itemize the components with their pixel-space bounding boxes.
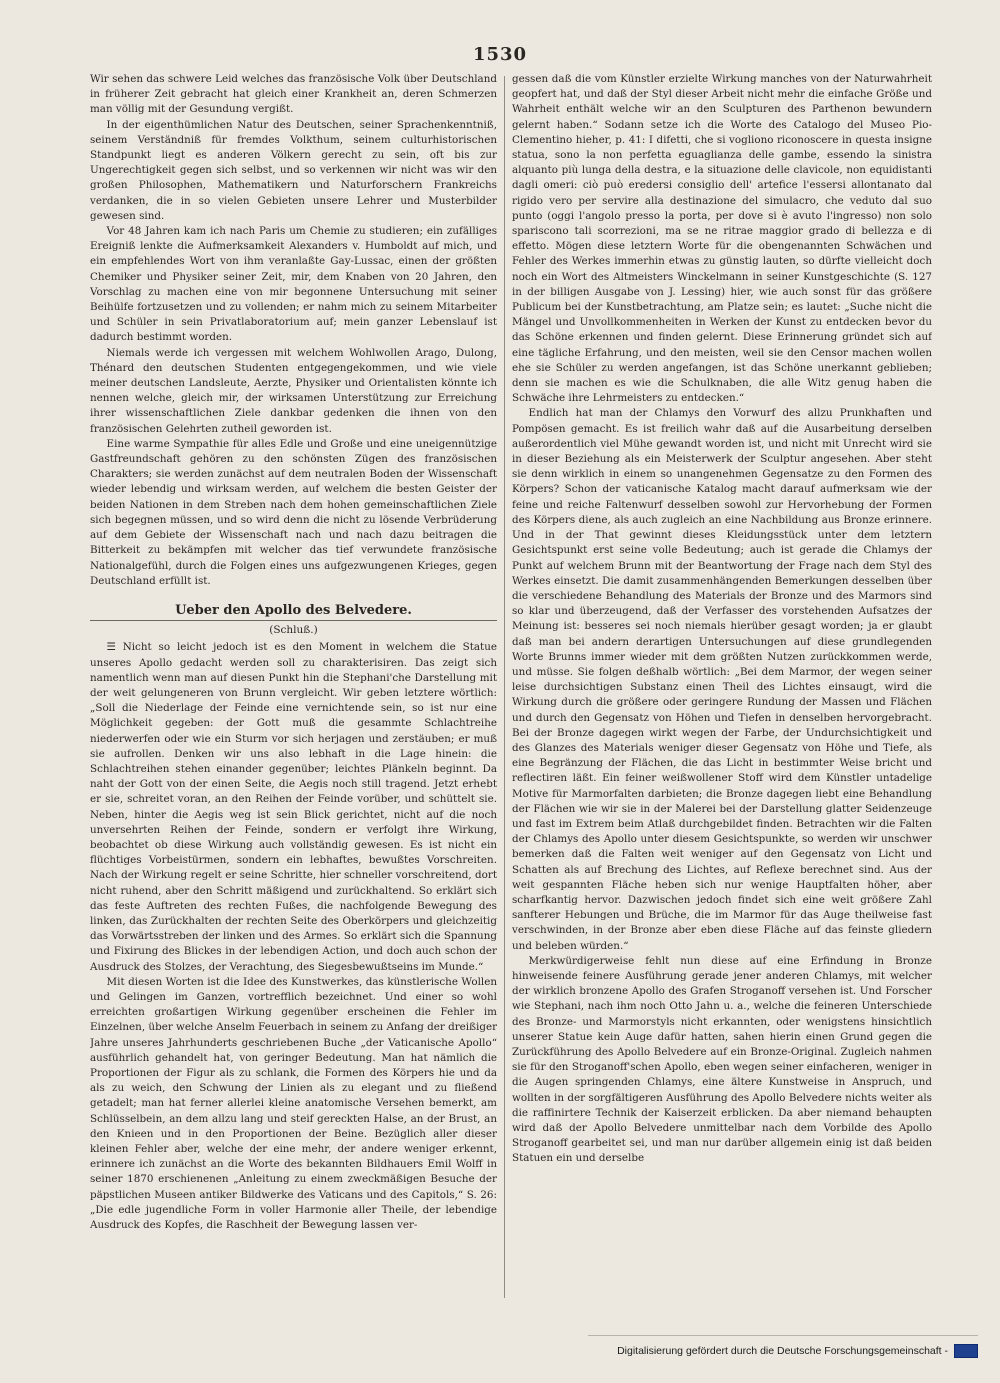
paragraph: Endlich hat man der Chlamys den Vorwurf des allzu Prunkhaften und Pompösen gemacht. Es ist freilich wahr daß auf die Ausarbeitung derselben außerordentlich viel Mühe gewandt worden ist, und nicht mit Unrecht wird sie in dieser Beziehung als ein Meisterwerk der Sculptur angesehen. Aber steht sie denn wirklich in einem so unangenehmen Gegensatze zu den Formen des Körpers? Schon der vaticanische Katalog macht darauf aufmerksam wie der feine und reiche Faltenwurf desselben sowohl zur Hervorhebung der Formen des Körpers diene, als auch zugleich an eine Nachbildung aus Bronze erinnere. Und in der That gewinnt dieses Kleidungsstück unter dem letztern Gesichtspunkt erst seine volle Bedeutung; auch ist gerade die Chlamys der Punkt auf welchem Brunn mit der Beantwortung der Frage nach dem Styl des Werkes einsetzt. Die damit zusammenhängenden Bemerkungen desselben über die verschiedene Behandlung des Materials der Bronze und des Marmors sind so klar und überzeugend, daß der Verfasser des vorstehenden Aufsatzes der Meinung ist: besseres sei noch niemals hierüber gesagt worden; ja er glaubt daß man bei andern derartigen Untersuchungen auf diese grundlegenden Worte Brunns immer wieder mit dem größten Nutzen zurückkommen werde, und müsse. Sie folgen deßhalb wörtlich: „Bei dem Marmor, der wegen seiner leise durchsichtigen Substanz einen Theil des Lichtes einsaugt, wird die Wirkung durch die größere oder geringere Rundung der Massen und Flächen und durch den Gegensatz von Höhen und Tiefen in denselben hervorgebracht. Bei der Bronze dagegen wirkt wegen der Farbe, der Undurchsichtigkeit und des Glanzes des Materials weniger dieser Gegensatz von Höhe und Tiefe, als eine Begränzung der Flächen, die das Licht in bestimmter Weise bricht und reflectiren läßt. Ein feiner weißwollener Stoff wird dem Künstler untadelige Motive für Marmorfalten darbieten; die Bronze dagegen liebt eine Behandlung der Flächen wie wir sie in der Malerei bei der Darstellung glatter Seidenzeuge und fast im Extrem beim Atlaß durchgebildet finden. Betrachten wir die Falten der Chlamys des Apollo unter diesem Gesichtspunkte, so werden wir unschwer bemerken daß die Falten weit weniger auf den Gegensatz von Licht und Schatten als auf Brechung des Lichtes, auf Reflexe berechnet sind. Aus der weit gespannten Fläche heben sich nur wenige Hauptfalten höher, aber scharfkantig hervor. Dazwischen jedoch findet sich eine weit größere Zahl sanfterer Hebungen und Brüche, die im Marmor für das Auge theilweise fast verschwinden, in der Bronze aber eben diese Fläche auf das feinste gliedern und beleben würden.“ — [512, 407, 932, 952]
right-column — [512, 72, 932, 1312]
article-subtitle: (Schluß.) — [269, 624, 318, 637]
article-paragraphs — [90, 640, 497, 1233]
paragraph: Mit diesen Worten ist die Idee des Kunstwerkes, das künstlerische Wollen und Gelingen im Ganzen, vortrefflich bezeichnet. Und einer so wohl erreichten großartigen Wirkung gegenüber erscheinen die Fehler im Einzelnen, über welche Anselm Feuerbach in seinem zu Anfang der dreißiger Jahre unseres Jahrhunderts geschriebenen Buche „der Vaticanische Apollo“ ausführlich gehandelt hat, von geringer Bedeutung. Man hat nämlich die Proportionen der Figur als zu schlank, die Formen des Körpers hie und da als zu weich, den Schwung der Linien als zu elegant und zu fließend getadelt; man hat ferner allerlei kleine anatomische Versehen bemerkt, am Schlüsselbein, an dem allzu lang und steif gereckten Halse, an der Brust, an den Knieen und in den Proportionen der Beine. Bezüglich aller dieser kleinen Fehler aber, welche der eine mehr, der andere weniger erkennt, erinnere ich zunächst an die Worte des bekannten Bildhauers Emil Wolff in seiner 1870 erschienenen „Anleitung zu einem zweckmäßigen Besuche der päpstlichen Museen antiker Bildwerke des Vaticans und des Capitols,“ S. 26: „Die edle jugendliche Form in voller Harmonie aller Theile, der lebendige Ausdruck des Kopfes, die Raschheit der Bewegung lassen ver- — [90, 975, 497, 1232]
paragraph: ☰ Nicht so leicht jedoch ist es den Moment in welchem die Statue unseres Apollo gedacht werden soll zu charakterisiren. Das zeigt sich namentlich wenn man auf diesen Punkt hin die Stephani'che Darstellung mit der weit gelungeneren von Brunn vergleicht. Wir geben letztere wörtlich: „Soll die Niederlage der Feinde eine vernichtende sein, so ist nur eine Möglichkeit gegeben: der Gott muß die gesammte Schlachtreihe niederwerfen oder wie ein Sturm vor sich herjagen und zerstäuben; er muß sie aufrollen. Denken wir uns also lebhaft in die Lage hinein: die Schlachtreihen stehen einander gegenüber; leichtes Plänkeln beginnt. Da naht der Gott von der einen Seite, die Aegis noch still tragend. Jetzt erhebt er sie, schreitet voran, an den Reihen der Feinde vorüber, und schüttelt sie. Neben, hinter die Aegis weg ist sein Blick gerichtet, nicht auf die noch unversehrten Reihen der Feinde, sondern er verfolgt ihre Wirkung, beobachtet ob diese Wirkung auch vollständig gewesen. Es ist nicht ein flüchtiges Vorbeistürmen, sondern ein lebhaftes, bewußtes Vorschreiten. Nach der Wirkung regelt er seine Schritte, hier schneller vorschreitend, dort nicht ruhend, aber den Schritt mäßigend und zurückhaltend. So erklärt sich das feste Auftreten des rechten Fußes, die nachfolgende Bewegung des linken, das Zurückhalten der rechten Seite des Oberkörpers und gleichzeitig das Vorwärtsstreben der linken und des Armes. So erklärt sich die Spannung und Fixirung des Blickes in der lebendigen Action, und doch auch schon der Ausdruck des Stolzes, der Verachtung, des Siegesbewußtseins im Munde.“ — [90, 641, 497, 973]
left-column-paragraphs — [90, 72, 497, 589]
paragraph: Vor 48 Jahren kam ich nach Paris um Chemie zu studieren; ein zufälliges Ereigniß lenkte die Aufmerksamkeit Alexanders v. Humboldt auf mich, und ein empfehlendes Wort von ihm veranlaßte Gay-Lussac, einen der größten Chemiker und Physiker seiner Zeit, mir, dem Knaben von 20 Jahren, den Vorschlag zu machen eine von mir begonnene Untersuchung mit seiner Beihülfe fortzusetzen und zu vollenden; er nahm mich zu seinem Mitarbeiter und Schüler in sein Privatlaboratorium auf; mein ganzer Lebenslauf ist dadurch bestimmt worden. — [90, 225, 497, 344]
title-rule — [90, 620, 497, 621]
column-divider — [504, 76, 505, 1298]
paragraph: Eine warme Sympathie für alles Edle und Große und eine uneigennützige Gastfreundschaft gehören zu den schönsten Zügen des französischen Charakters; sie werden zunächst auf dem neutralen Boden der Wissenschaft wieder lebendig und wirksam werden, auf welchem die besten Geister der beiden Nationen in dem Streben nach dem hohen gemeinschaftlichen Ziele sich begegnen müssen, und so wird denn die nicht zu lösende Verbrüderung auf dem Gebiete der Wissenschaft nach und nach dazu beitragen die Bitterkeit zu bekämpfen mit welcher das tief verwundete französische Nationalgefühl, durch die Folgen eines uns aufgezwungenen Krieges, gegen Deutschland erfüllt ist. — [90, 437, 497, 587]
footer-rule — [588, 1335, 978, 1336]
dfg-logo-icon — [954, 1344, 978, 1358]
page-number: 1530 — [472, 44, 528, 65]
article-title: Ueber den Apollo des Belvedere. — [175, 602, 412, 618]
paragraph: Wir sehen das schwere Leid welches das französische Volk über Deutschland in früherer Zeit gebracht hat gleich einer Krankheit an, deren Schmerzen man völlig mit der Gesundung vergißt. — [90, 73, 497, 116]
paragraph: gessen daß die vom Künstler erzielte Wirkung manches von der Naturwahrheit geopfert hat, und daß der Styl dieser Arbeit nicht mehr die einfache Größe und Wahrheit enthält welche wir an den Sculpturen des Parthenon bewundern gelernt haben.“ Sodann setze ich die Worte des Catalogo del Museo Pio-Clementino hieher, p. 41: I difetti, che si vogliono riconoscere in questa insigne statua, sono la non perfetta eguaglianza delle gambe, essendo la sinistra alquanto più lunga della destra, e la situazione delle clavicole, non equidistanti dagli omeri: ciò può eredersi consiglio dell' artefice l'essersi allontanato dal rigido vero per servire alla destinazione del simulacro, che veduto dal suo punto (oggi l'angolo presso la porta, per dove si è avuto l'ingresso) non solo spariscono tali scorrezioni, ma se ne ritrae maggior grado di bellezza e di effetto. Mögen diese letztern Worte für die obengenannten Schwächen und Fehler des Werkes immerhin etwas zu günstig lauten, so dürfte vielleicht doch noch ein Wort des Altmeisters Winckelmann in seiner Kunstgeschichte (S. 127 in der billigen Ausgabe von J. Lessing) hier, wie auch sonst für das größere Publicum bei der Kunstbetrachtung, am Platze sein; es lautet: „Suche nicht die Mängel und Unvollkommenheiten in Werken der Kunst zu entdecken bevor du das Schöne erkennen und finden gelernt. Diese Erinnerung gründet sich auf eine tägliche Erfahrung, und den meisten, weil sie den Censor machen wollen ehe sie Schüler zu werden angefangen, ist das Schöne unerkannt geblieben; denn sie machen es wie die Schulknaben, die alle Witz genug haben die Schwäche ihre Lehrmeisters zu entdecken.“ — [512, 73, 932, 405]
digitization-footer — [588, 1341, 978, 1361]
right-column-paragraphs — [512, 72, 932, 1167]
paragraph: In der eigenthümlichen Natur des Deutschen, seiner Sprachenkenntniß, seinem Verständniß für fremdes Volkthum, seinem culturhistorischen Standpunkt liegt es anderen Völkern gerecht zu sein, oft bis zur Ungerechtigkeit gegen sich selbst, und so verkennen wir nicht was wir den großen Philosophen, Mathematikern und Naturforschern Frankreichs verdanken, die in so vielen Gebieten unsere Lehrer und Musterbilder gewesen sind. — [90, 118, 497, 222]
paragraph: Niemals werde ich vergessen mit welchem Wohlwollen Arago, Dulong, Thénard den deutschen Studenten entgegengekommen, und wie viele meiner deutschen Landsleute, Aerzte, Physiker und Orientalisten könnte ich nennen welche, gleich mir, der wirksamen Unterstützung zur Erreichung ihrer wissenschaftlichen Ziele dankbar gedenken die ihnen von den französischen Gelehrten zutheil geworden ist. — [90, 346, 497, 435]
paragraph: Merkwürdigerweise fehlt nun diese auf eine Erfindung in Bronze hinweisende feinere Ausführung gerade jener anderen Chlamys, mit welcher der wirklich bronzene Apollo des Grafen Stroganoff versehen ist. Und Forscher wie Stephani, nach ihm noch Otto Jahn u. a., welche die feineren Unterschiede des Bronze- und Marmorstyls nicht erkannten, oder wenigstens hinsichtlich unserer Statue kein Auge dafür hatten, sahen hierin einen Grund gegen die Zurückführung des Apollo Belvedere auf ein Bronze-Original. Zugleich nahmen sie für den Stroganoff'schen Apollo, eben wegen seiner einfacheren, weniger in die Augen springenden Chlamys, eine ältere Kunstweise in Anspruch, und wollten in der sorgfältigeren Ausführung des Apollo Belvedere nichts weiter als die raffinirtere Technik der Kaiserzeit erblicken. Da aber niemand behaupten wird daß der Apollo Belvedere unmittelbar nach dem Vorbilde des Apollo Stroganoff gearbeitet sei, und man nur darüber allgemein einig ist daß beiden Statuen ein und derselbe — [512, 954, 932, 1165]
left-column — [90, 72, 497, 1312]
footer-text: Digitalisierung gefördert durch die Deutsche Forschungsgemeinschaft - — [617, 1345, 948, 1357]
